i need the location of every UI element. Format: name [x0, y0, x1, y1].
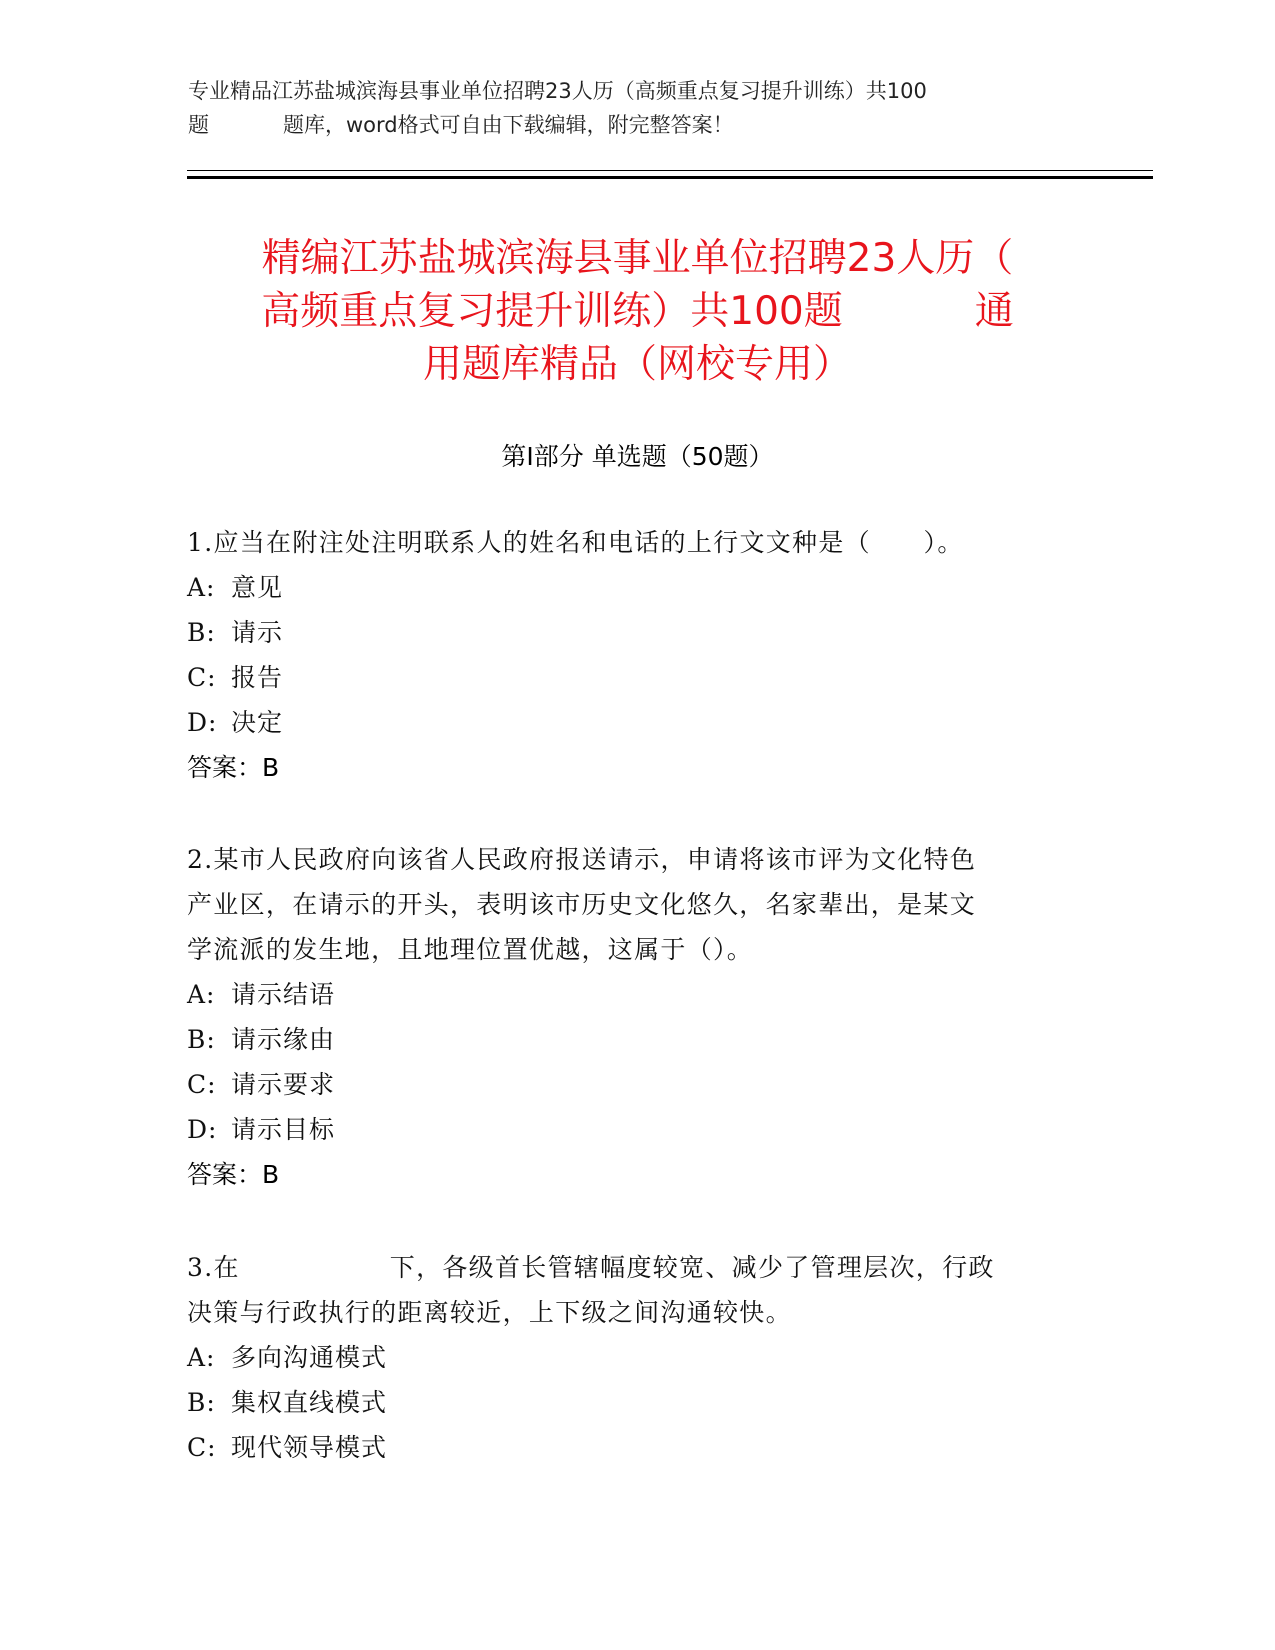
question-stem-line — [187, 1245, 1077, 1290]
answer-line: 答案：B — [187, 1160, 280, 1189]
option-b — [187, 1380, 1077, 1425]
option-d — [187, 700, 1077, 745]
option-key: C: — [187, 1070, 217, 1099]
option-c — [187, 1425, 1077, 1470]
option-text: 请示 — [231, 618, 284, 647]
question-stem-line: 学流派的发生地，且地理位置优越，这属于（）。 — [187, 935, 754, 964]
question-stem-line: 2.某市人民政府向该省人民政府报送请示，申请将该市评为文化特色 — [187, 845, 977, 874]
option-key: B: — [187, 1388, 216, 1417]
option-b — [187, 1017, 1077, 1062]
option-text: 集权直线模式 — [231, 1388, 388, 1417]
header-rule-thick — [187, 176, 1153, 179]
title-line-2-tail: 通 — [974, 289, 1014, 334]
question-stem-start: 3.在 — [187, 1253, 240, 1282]
section-title: 第Ⅰ部分 单选题（50题） — [501, 442, 774, 471]
title-line-1: 精编江苏盐城滨海县事业单位招聘23人历（ — [261, 236, 1014, 281]
header-note-line-2 — [188, 108, 1068, 142]
header-note-line-1: 专业精品江苏盐城滨海县事业单位招聘23人历（高频重点复习提升训练）共100 — [188, 79, 927, 103]
option-a — [187, 1335, 1077, 1380]
option-text: 决定 — [231, 708, 284, 737]
option-key: D: — [187, 1115, 218, 1144]
option-text: 报告 — [231, 663, 284, 692]
option-key: B: — [187, 1025, 216, 1054]
option-text: 请示缘由 — [231, 1025, 336, 1054]
question-stem-line: 产业区，在请示的开头，表明该市历史文化悠久，名家辈出，是某文 — [187, 890, 977, 919]
option-key: C: — [187, 663, 217, 692]
option-text: 请示结语 — [231, 980, 336, 1009]
option-a — [187, 565, 1077, 610]
option-key: D: — [187, 708, 218, 737]
question-1 — [187, 520, 1077, 790]
option-text: 现代领导模式 — [231, 1433, 388, 1462]
option-key: A: — [187, 1343, 216, 1372]
question-stem-line: 决策与行政执行的距离较近，上下级之间沟通较快。 — [187, 1298, 792, 1327]
option-d — [187, 1107, 1077, 1152]
question-2 — [187, 837, 1077, 1197]
title-line-2-main: 高频重点复习提升训练）共100题 — [261, 289, 843, 334]
question-stem-rest: 下，各级首长管辖幅度较宽、减少了管理层次，行政 — [389, 1253, 995, 1282]
answer-line: 答案：B — [187, 753, 280, 782]
option-text: 多向沟通模式 — [231, 1343, 388, 1372]
header-note-line-2-rest: 题库，word格式可自由下载编辑，附完整答案！ — [283, 113, 734, 137]
option-text: 请示要求 — [231, 1070, 336, 1099]
header-note — [188, 74, 1068, 142]
title-line-2 — [150, 285, 1125, 338]
header-note-line-2-start: 题 — [188, 113, 209, 137]
option-key: A: — [187, 573, 216, 602]
question-stem-line: 1.应当在附注处注明联系人的姓名和电话的上行文文种是（ ）。 — [187, 528, 964, 557]
question-3 — [187, 1245, 1077, 1470]
header-rule-thin — [187, 170, 1153, 171]
option-c — [187, 1062, 1077, 1107]
option-key: C: — [187, 1433, 217, 1462]
option-text: 意见 — [231, 573, 284, 602]
option-c — [187, 655, 1077, 700]
title-line-3: 用题库精品（网校专用） — [422, 342, 852, 387]
option-key: A: — [187, 980, 216, 1009]
option-a — [187, 972, 1077, 1017]
document-title — [150, 232, 1125, 391]
option-text: 请示目标 — [231, 1115, 336, 1144]
option-key: B: — [187, 618, 216, 647]
option-b — [187, 610, 1077, 655]
